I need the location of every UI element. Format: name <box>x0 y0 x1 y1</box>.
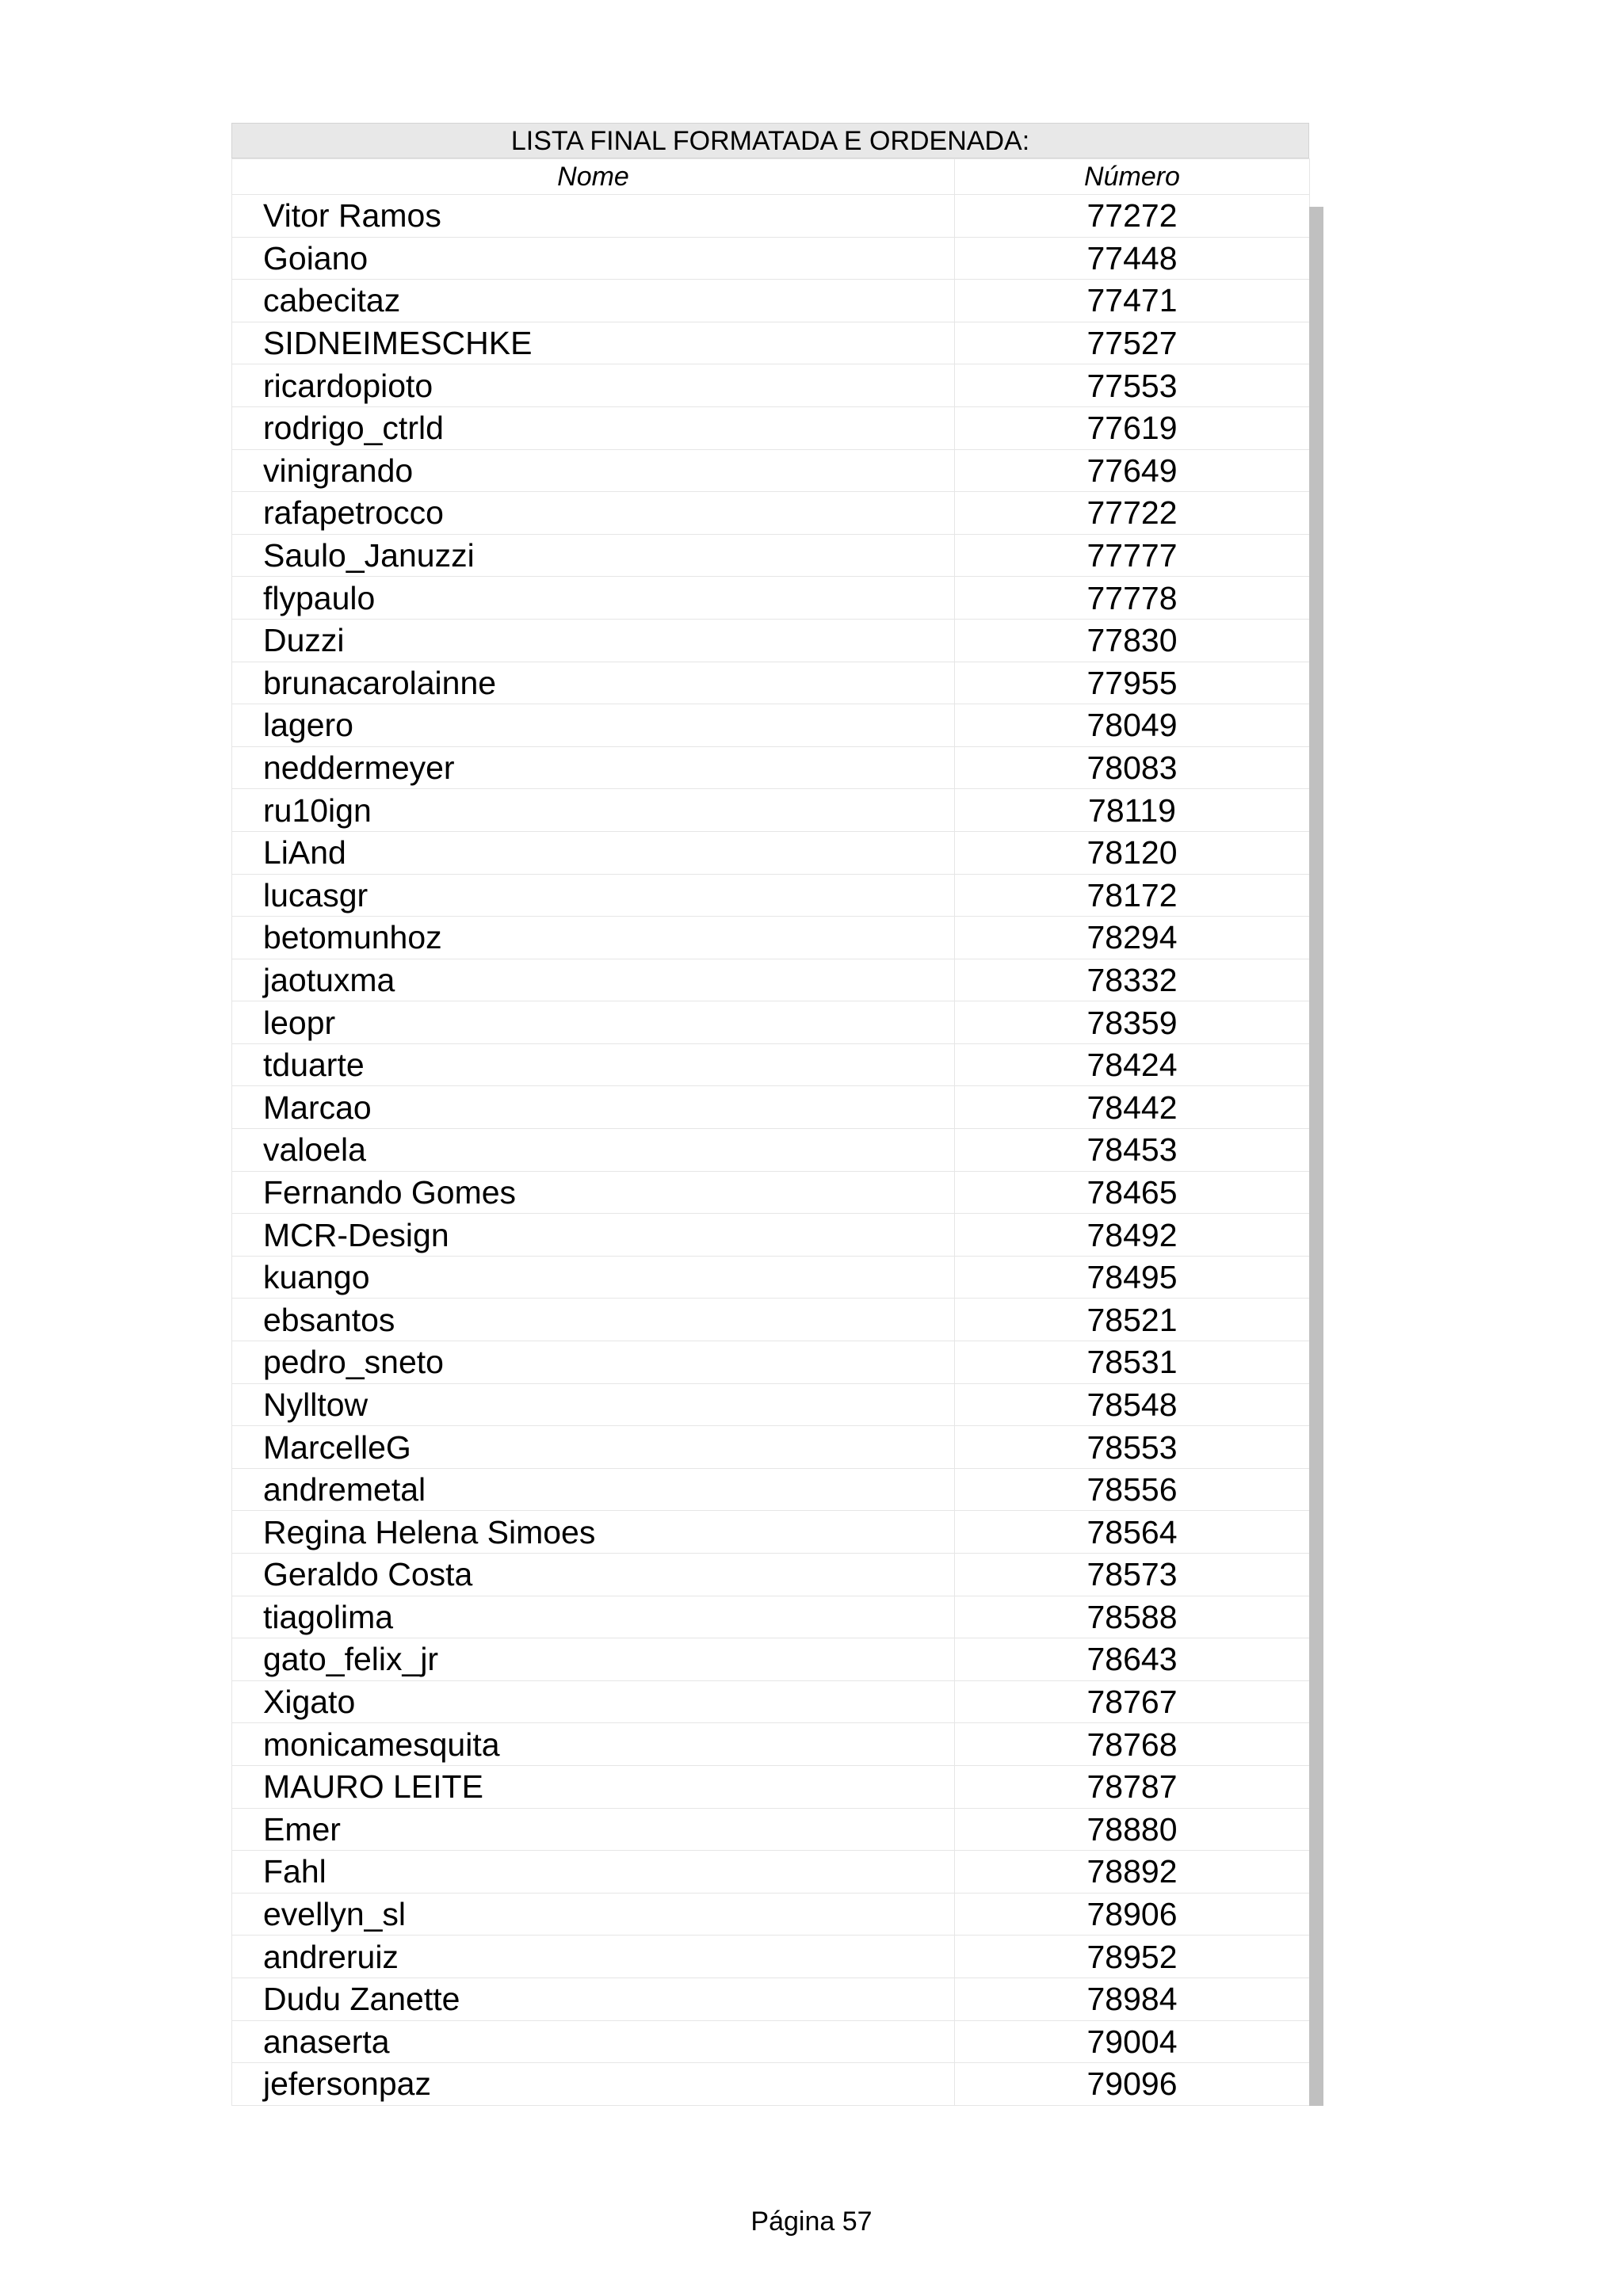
table-row <box>232 746 1310 789</box>
row-name-cell: Emer <box>232 1808 955 1851</box>
table-wrapper <box>231 158 1309 2106</box>
row-number-cell: 78294 <box>955 917 1310 959</box>
row-name-cell: tduarte <box>232 1043 955 1086</box>
table-row <box>232 1936 1310 1978</box>
row-number-cell: 78952 <box>955 1936 1310 1978</box>
row-name-cell: Goiano <box>232 237 955 280</box>
row-name-cell: kuango <box>232 1256 955 1299</box>
row-name-cell: lucasgr <box>232 874 955 917</box>
row-number-cell: 78564 <box>955 1511 1310 1554</box>
table-row <box>232 1765 1310 1808</box>
row-number-cell: 78553 <box>955 1426 1310 1469</box>
row-name-cell: cabecitaz <box>232 280 955 322</box>
row-number-cell: 78573 <box>955 1554 1310 1596</box>
page-number: Página 57 <box>750 2206 873 2237</box>
row-number-cell: 78332 <box>955 959 1310 1001</box>
row-number-cell: 79004 <box>955 2020 1310 2063</box>
row-name-cell: Nylltow <box>232 1383 955 1426</box>
table-row <box>232 1001 1310 1044</box>
row-number-cell: 78453 <box>955 1129 1310 1172</box>
table-row <box>232 917 1310 959</box>
row-number-cell: 77777 <box>955 534 1310 577</box>
row-name-cell: leopr <box>232 1001 955 1044</box>
row-number-cell: 78768 <box>955 1723 1310 1766</box>
table-row <box>232 195 1310 238</box>
table-row <box>232 1341 1310 1384</box>
row-number-cell: 78119 <box>955 789 1310 832</box>
row-number-cell: 77955 <box>955 662 1310 704</box>
row-name-cell: Duzzi <box>232 619 955 662</box>
row-number-cell: 78767 <box>955 1680 1310 1723</box>
row-name-cell: flypaulo <box>232 577 955 620</box>
table-row <box>232 449 1310 492</box>
row-number-cell: 78880 <box>955 1808 1310 1851</box>
row-name-cell: gato_felix_jr <box>232 1638 955 1681</box>
row-name-cell: evellyn_sl <box>232 1893 955 1936</box>
row-name-cell: rodrigo_ctrld <box>232 406 955 449</box>
row-name-cell: valoela <box>232 1129 955 1172</box>
row-number-cell: 77553 <box>955 364 1310 407</box>
table-row <box>232 406 1310 449</box>
table-row <box>232 1554 1310 1596</box>
row-number-cell: 77527 <box>955 322 1310 364</box>
row-number-cell: 78049 <box>955 704 1310 747</box>
row-name-cell: MarcelleG <box>232 1426 955 1469</box>
table-header-row <box>232 159 1310 195</box>
table-row <box>232 1723 1310 1766</box>
row-number-cell: 77272 <box>955 195 1310 238</box>
row-name-cell: betomunhoz <box>232 917 955 959</box>
list-title: LISTA FINAL FORMATADA E ORDENADA: <box>231 123 1309 158</box>
row-number-cell: 79096 <box>955 2063 1310 2106</box>
row-number-cell: 78892 <box>955 1851 1310 1894</box>
table-row <box>232 704 1310 747</box>
row-name-cell: lagero <box>232 704 955 747</box>
row-name-cell: Fernando Gomes <box>232 1171 955 1214</box>
table-row <box>232 619 1310 662</box>
table-row <box>232 1086 1310 1129</box>
row-name-cell: SIDNEIMESCHKE <box>232 322 955 364</box>
table-row <box>232 1851 1310 1894</box>
table-row <box>232 577 1310 620</box>
row-number-cell: 77619 <box>955 406 1310 449</box>
row-name-cell: jefersonpaz <box>232 2063 955 2106</box>
row-name-cell: andreruiz <box>232 1936 955 1978</box>
row-name-cell: vinigrando <box>232 449 955 492</box>
table-row <box>232 280 1310 322</box>
row-number-cell: 78556 <box>955 1468 1310 1511</box>
row-name-cell: LiAnd <box>232 831 955 874</box>
table-row <box>232 1043 1310 1086</box>
row-name-cell: ebsantos <box>232 1299 955 1341</box>
ranking-sheet <box>231 123 1309 2106</box>
table-row <box>232 662 1310 704</box>
row-number-cell: 77722 <box>955 492 1310 535</box>
row-number-cell: 78787 <box>955 1765 1310 1808</box>
table-row <box>232 1808 1310 1851</box>
table-row <box>232 1426 1310 1469</box>
row-name-cell: MCR-Design <box>232 1214 955 1257</box>
row-number-cell: 78083 <box>955 746 1310 789</box>
row-number-cell: 78531 <box>955 1341 1310 1384</box>
row-name-cell: ru10ign <box>232 789 955 832</box>
row-name-cell: Marcao <box>232 1086 955 1129</box>
row-name-cell: Vitor Ramos <box>232 195 955 238</box>
table-row <box>232 1680 1310 1723</box>
row-number-cell: 78906 <box>955 1893 1310 1936</box>
row-number-cell: 78492 <box>955 1214 1310 1257</box>
row-number-cell: 78495 <box>955 1256 1310 1299</box>
table-body <box>232 195 1310 2106</box>
table-row <box>232 492 1310 535</box>
row-name-cell: anaserta <box>232 2020 955 2063</box>
row-number-cell: 77448 <box>955 237 1310 280</box>
row-name-cell: neddermeyer <box>232 746 955 789</box>
table-row <box>232 322 1310 364</box>
table-row <box>232 1171 1310 1214</box>
table-row <box>232 959 1310 1001</box>
row-number-cell: 77471 <box>955 280 1310 322</box>
row-name-cell: ricardopioto <box>232 364 955 407</box>
table-row <box>232 2063 1310 2106</box>
table-row <box>232 1383 1310 1426</box>
table-row <box>232 1893 1310 1936</box>
row-number-cell: 78465 <box>955 1171 1310 1214</box>
row-name-cell: MAURO LEITE <box>232 1765 955 1808</box>
row-number-cell: 78359 <box>955 1001 1310 1044</box>
table-row <box>232 1256 1310 1299</box>
column-header-name: Nome <box>232 159 955 195</box>
row-name-cell: Regina Helena Simoes <box>232 1511 955 1554</box>
row-number-cell: 78521 <box>955 1299 1310 1341</box>
row-name-cell: Saulo_Januzzi <box>232 534 955 577</box>
row-number-cell: 78643 <box>955 1638 1310 1681</box>
table-row <box>232 364 1310 407</box>
row-number-cell: 77649 <box>955 449 1310 492</box>
table-row <box>232 1468 1310 1511</box>
row-name-cell: rafapetrocco <box>232 492 955 535</box>
table-row <box>232 874 1310 917</box>
table-row <box>232 1978 1310 2020</box>
table-row <box>232 2020 1310 2063</box>
row-number-cell: 78588 <box>955 1596 1310 1638</box>
row-number-cell: 78120 <box>955 831 1310 874</box>
row-name-cell: andremetal <box>232 1468 955 1511</box>
row-name-cell: jaotuxma <box>232 959 955 1001</box>
row-number-cell: 78984 <box>955 1978 1310 2020</box>
table-row <box>232 1214 1310 1257</box>
row-number-cell: 78442 <box>955 1086 1310 1129</box>
row-number-cell: 77830 <box>955 619 1310 662</box>
table-row <box>232 1638 1310 1681</box>
table-row <box>232 1129 1310 1172</box>
row-name-cell: pedro_sneto <box>232 1341 955 1384</box>
row-name-cell: Xigato <box>232 1680 955 1723</box>
row-number-cell: 77778 <box>955 577 1310 620</box>
row-name-cell: monicamesquita <box>232 1723 955 1766</box>
table-row <box>232 1299 1310 1341</box>
table-row <box>232 789 1310 832</box>
row-number-cell: 78548 <box>955 1383 1310 1426</box>
row-number-cell: 78172 <box>955 874 1310 917</box>
table-row <box>232 1511 1310 1554</box>
table-shadow <box>1309 207 1323 2106</box>
row-name-cell: Dudu Zanette <box>232 1978 955 2020</box>
row-name-cell: Geraldo Costa <box>232 1554 955 1596</box>
table-row <box>232 534 1310 577</box>
row-name-cell: Fahl <box>232 1851 955 1894</box>
table-row <box>232 831 1310 874</box>
row-name-cell: brunacarolainne <box>232 662 955 704</box>
table-row <box>232 237 1310 280</box>
row-number-cell: 78424 <box>955 1043 1310 1086</box>
column-header-number: Número <box>955 159 1310 195</box>
table-row <box>232 1596 1310 1638</box>
ranking-table <box>231 158 1310 2106</box>
row-name-cell: tiagolima <box>232 1596 955 1638</box>
